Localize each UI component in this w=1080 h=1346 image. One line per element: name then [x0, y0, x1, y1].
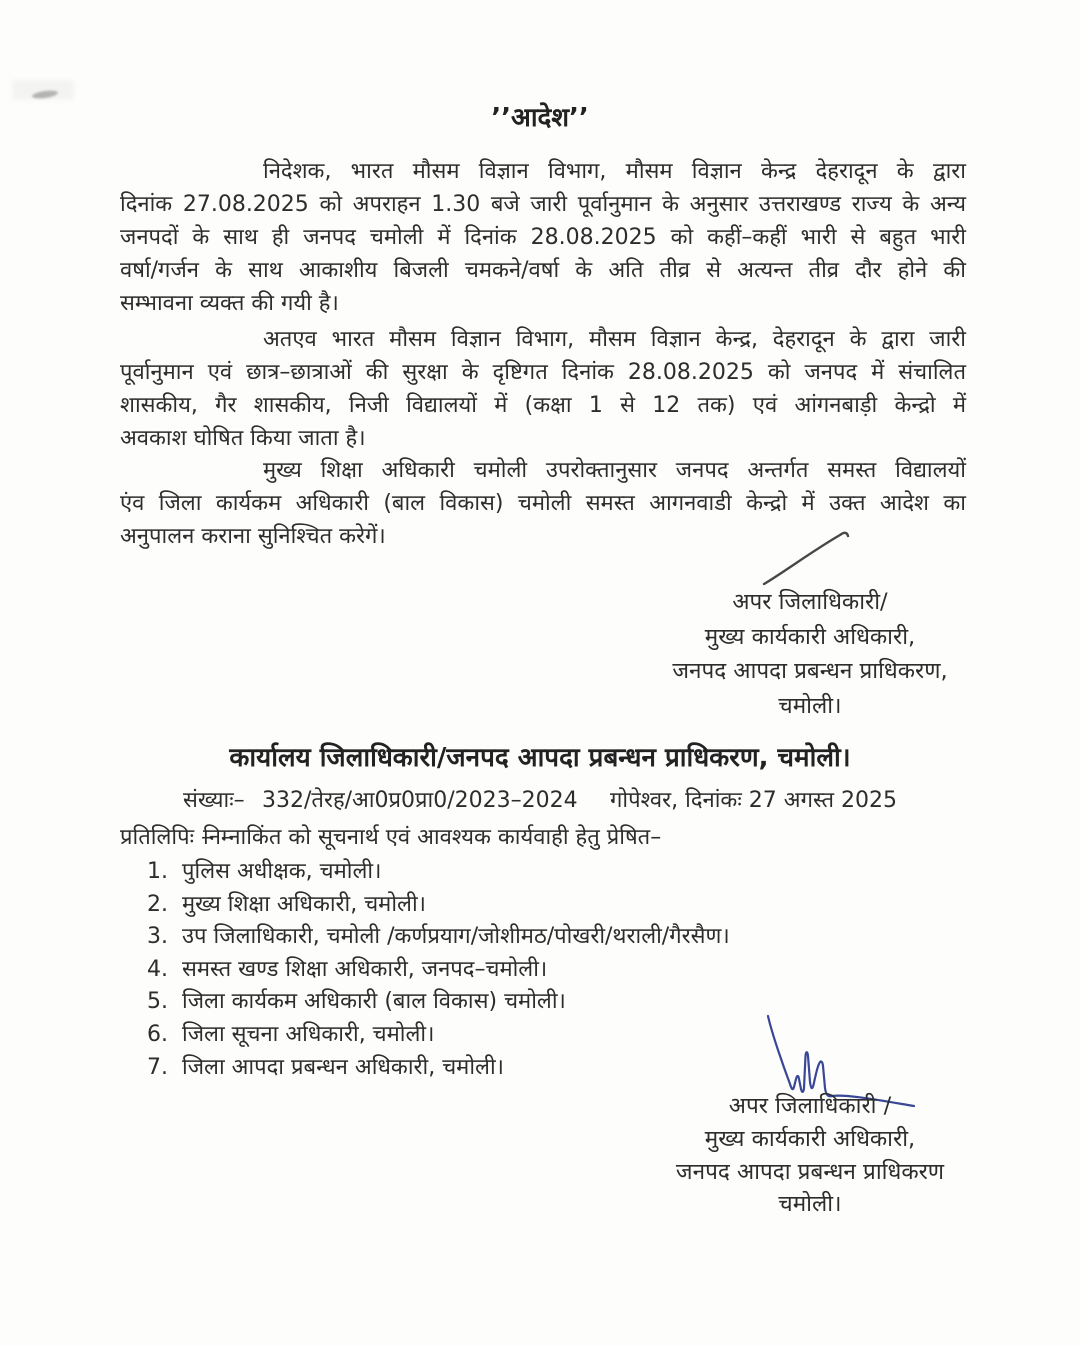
- signatory-line: अपर जिलाधिकारी/: [732, 589, 888, 615]
- recipient-text: पुलिस अधीक्षक, चमोली।: [182, 859, 382, 884]
- signatory-line: मुख्य कार्यकारी अधिकारी,: [704, 1125, 916, 1152]
- recipient-text: मुख्य शिक्षा अधिकारी, चमोली।: [182, 891, 426, 917]
- reference-place-date: गोपेश्वर, दिनांकः 27 अगस्त 2025: [610, 788, 898, 813]
- recipient-text: जिला सूचना अधिकारी, चमोली।: [182, 1021, 435, 1047]
- paragraph-line: मुख्य शिक्षा अधिकारी चमोली उपरोक्तानुसार जनपद अन्तर्गत समस्त विद्यालयों: [263, 458, 966, 483]
- recipients-list: [147, 857, 730, 1085]
- recipient-item: [147, 890, 730, 923]
- signatory-line: मुख्य कार्यकारी अधिकारी,: [704, 623, 916, 650]
- copy-to-label: प्रतिलिपिः –: [120, 825, 213, 850]
- reference-number-value: 332/तेरह/आ0प्र0प्रा0/2023–2024: [262, 788, 578, 813]
- reference-line: [0, 784, 1080, 817]
- recipient-item: [147, 857, 730, 890]
- recipient-number: 2.: [147, 891, 168, 917]
- paragraph-line: पूर्वानुमान एवं छात्र–छात्राओं की सुरक्षा के दृष्टिगत दिनांक 28.08.2025 को जनपद में संचालित: [120, 360, 966, 385]
- recipient-text: जिला आपदा प्रबन्धन अधिकारी, चमोली।: [182, 1054, 504, 1080]
- signatory-line: जनपद आपदा प्रबन्धन प्राधिकरण,: [672, 658, 948, 684]
- paragraph-line: सम्भावना व्यक्त की गयी है।: [120, 291, 339, 316]
- recipient-number: 5.: [147, 989, 168, 1015]
- paragraph-holiday-declaration: [120, 323, 966, 455]
- copy-to-text: निम्नाकिंत को सूचनार्थ एवं आवश्यक कार्यवाही हेतु प्रेषित–: [203, 825, 662, 850]
- paragraph-line: वर्षा/गर्जन के साथ आकाशीय बिजली चमकने/वर्षा के अति तीव्र से अत्यन्त तीव्र दौर होने की: [120, 258, 966, 283]
- signatory-line: जनपद आपदा प्रबन्धन प्राधिकरण: [675, 1158, 945, 1185]
- copy-to-line: [0, 821, 1080, 854]
- recipient-number: 7.: [147, 1054, 168, 1080]
- recipient-text: जिला कार्यकम अधिकारी (बाल विकास) चमोली।: [182, 989, 566, 1015]
- recipient-item: [147, 1020, 730, 1053]
- recipient-item: [147, 922, 730, 955]
- signatory-line: अपर जिलाधिकारी /: [728, 1093, 892, 1119]
- paragraph-line: शासकीय, गैर शासकीय, निजी विद्यालयों में (कक्षा 1 से 12 तक) एवं आंगनबाड़ी केन्द्रो में: [120, 393, 966, 418]
- paragraph-line: एंव जिला कार्यकम अधिकारी (बाल विकास) चमोली समस्त आगनवाडी केन्द्रो में उक्त आदेश का: [120, 491, 966, 516]
- recipient-item: [147, 1053, 730, 1086]
- recipient-number: 1.: [147, 859, 168, 884]
- paragraph-weather-forecast: [120, 155, 966, 320]
- reference-number-label: संख्याः–: [183, 788, 245, 813]
- signatory-line: चमोली।: [778, 692, 842, 719]
- paragraph-line: अवकाश घोषित किया जाता है।: [120, 426, 366, 451]
- paragraph-line: अनुपालन कराना सुनिश्चित करेगें।: [120, 524, 386, 549]
- signatory-block-bottom: [620, 1090, 1000, 1221]
- signature-stroke-icon: [758, 526, 854, 592]
- signatory-block-top: [620, 585, 1000, 723]
- paragraph-line: अतएव भारत मौसम विज्ञान विभाग, मौसम विज्ञान केन्द्र, देहरादून के द्वारा जारी: [263, 327, 966, 352]
- recipient-text: समस्त खण्ड शिक्षा अधिकारी, जनपद–चमोली।: [182, 956, 548, 982]
- paragraph-line: निदेशक, भारत मौसम विज्ञान विभाग, मौसम विज्ञान केन्द्र देहरादून के द्वारा: [263, 159, 966, 184]
- recipient-number: 6.: [147, 1021, 168, 1047]
- paragraph-line: दिनांक 27.08.2025 को अपराहन 1.30 बजे जारी पूर्वानुमान के अनुसार उत्तराखण्ड राज्य के अन्य: [120, 192, 966, 217]
- office-heading: कार्यालय जिलाधिकारी/जनपद आपदा प्रबन्धन प्राधिकरण, चमोली।: [229, 743, 851, 773]
- recipient-item: [147, 955, 730, 988]
- recipient-number: 3.: [147, 924, 168, 950]
- recipient-item: [147, 987, 730, 1020]
- recipient-text: उप जिलाधिकारी, चमोली /कर्णप्रयाग/जोशीमठ/पोखरी/थराली/गैरसैण।: [182, 924, 730, 950]
- recipient-number: 4.: [147, 956, 168, 982]
- order-title: ’’आदेश’’: [491, 103, 589, 133]
- signatory-line: चमोली।: [778, 1191, 842, 1218]
- paragraph-line: जनपदों के साथ ही जनपद चमोली में दिनांक 28.08.2025 को कहीं–कहीं भारी से बहुत भारी: [120, 225, 966, 250]
